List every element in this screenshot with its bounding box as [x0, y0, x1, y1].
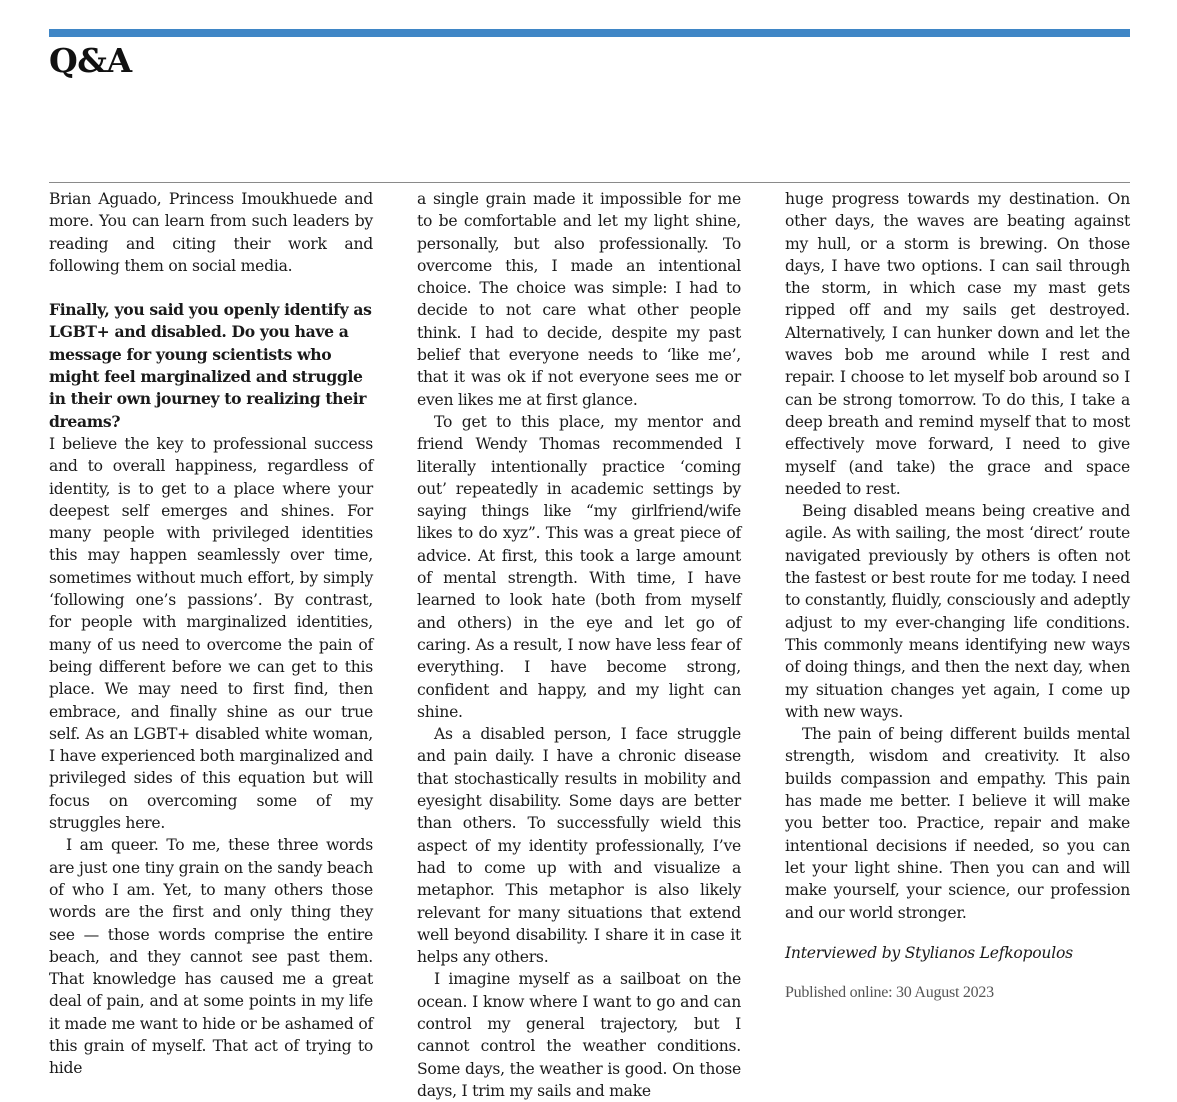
answer-paragraph: The pain of being different builds mental strength, wisdom and creativity. It also builds compassion and empathy. This pain has made me better. I believe it will make you better too. Practice, repair and make intentional decisions if needed, so you can let your light shine. Then you can and will make yourself, your science, our profession and our world stronger. — [785, 725, 1130, 922]
interviewer-credit: Interviewed by Stylianos Lefkopoulos — [785, 943, 1073, 962]
answer-paragraph: Brian Aguado, Princess Imoukhuede and more. You can learn from such leaders by reading and citing their work and following them on social media. — [49, 190, 373, 275]
answer-paragraph: I imagine myself as a sailboat on the ocean. I know where I want to go and can control my general trajectory, but I cannot control the weather conditions. Some days, the weather is good. On those days, I trim my sails and make — [417, 970, 741, 1100]
answer-paragraph: Being disabled means being creative and agile. As with sailing, the most ‘direct’ route navigated previously by others is often not the fastest or best route for me today. I need to constantly, fluidly, consciously and adeptly adjust to my ever-changing life conditions. This commonly means identifying new ways of doing things, and then the next day, when my situation changes yet again, I come up with new ways. — [785, 502, 1130, 721]
interview-question: Finally, you said you openly identify as LGBT+ and disabled. Do you have a message for young scientists who might feel marginalized and struggle in their own journey to realizing their dreams? — [49, 300, 372, 431]
answer-paragraph: As a disabled person, I face struggle and pain daily. I have a chronic disease that stochastically results in mobility and eyesight disability. Some days are better than others. To successfully wield this aspect of my identity professionally, I’ve had to come up with and visualize a metaphor. This metaphor is also likely relevant for many situations that extend well beyond disability. I share it in case it helps any others. — [417, 725, 741, 967]
article-column-1 — [49, 188, 373, 1080]
section-divider — [49, 182, 1130, 183]
section-title: Q&A — [49, 41, 132, 80]
answer-paragraph: To get to this place, my mentor and friend Wendy Thomas recommended I literally intentionally practice ‘coming out’ repeatedly in academic settings by saying things like “my girlfriend/wife likes to do xyz”. This was a great piece of advice. At first, this took a large amount of mental strength. With time, I have learned to look hate (both from myself and others) in the eye and let go of caring. As a result, I now have less fear of everything. I have become strong, confident and happy, and my light can shine. — [417, 412, 741, 721]
answer-paragraph: I am queer. To me, these three words are just one tiny grain on the sandy beach of who I am. Yet, to many others those words are the first and only thing they see — those words comprise the entire beach, and they cannot see past them. That knowledge has caused me a great deal of pain, and at some points in my life it made me want to hide or be ashamed of this grain of myself. That act of trying to hide — [49, 836, 373, 1078]
section-accent-bar — [49, 29, 1130, 37]
article-column-3 — [785, 188, 1130, 1004]
publication-date: Published online: 30 August 2023 — [785, 984, 994, 1002]
answer-paragraph: huge progress towards my destination. On other days, the waves are beating against my hull, or a storm is brewing. On those days, I have two options. I can sail through the storm, in which case my mast gets ripped off and my sails get destroyed. Alternatively, I can hunker down and let the waves bob me around while I rest and repair. I choose to let myself bob around so I can be strong tomorrow. To do this, I take a deep breath and remind myself that to most effectively move forward, I need to give myself (and take) the grace and space needed to rest. — [785, 190, 1130, 498]
answer-paragraph: a single grain made it impossible for me to be comfortable and let my light shine, personally, but also professionally. To overcome this, I made an intentional choice. The choice was simple: I had to decide to not care what other people think. I had to decide, despite my past belief that everyone needs to ‘like me’, that it was ok if not everyone sees me or even likes me at first glance. — [417, 190, 741, 409]
answer-paragraph: I believe the key to professional success and to overall happiness, regardless of identity, is to get to a place where your deepest self emerges and shines. For many people with privileged identities this may happen seamlessly over time, sometimes without much effort, by simply ‘following one’s passions’. By contrast, for people with marginalized identities, many of us need to overcome the pain of being different before we can get to this place. We may need to first find, then embrace, and finally shine as our true self. As an LGBT+ disabled white woman, I have experienced both marginalized and privileged sides of this equation but will focus on overcoming some of my struggles here. — [49, 434, 373, 833]
article-column-2 — [417, 188, 741, 1102]
